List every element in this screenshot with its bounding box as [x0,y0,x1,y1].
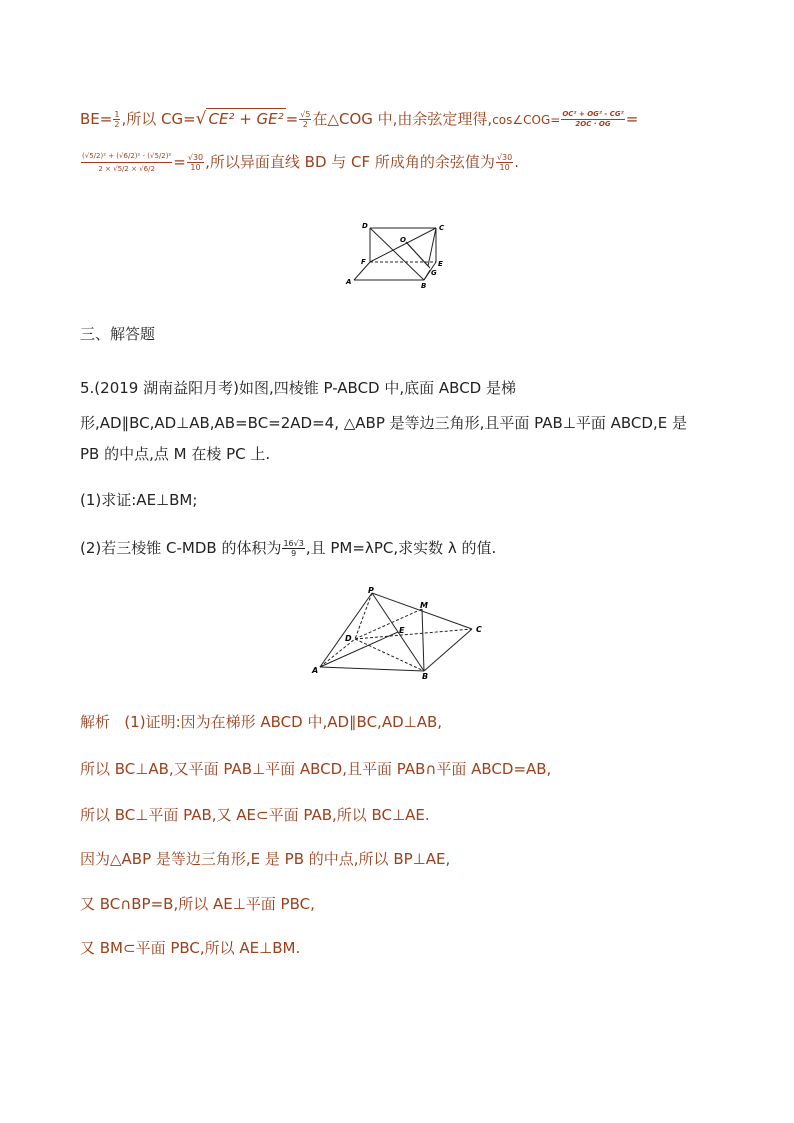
equals-sign-2: = [625,110,639,128]
fraction-be: $\frac{1}{2}$ [114,110,120,129]
text-cg: ,所以 CG= [121,110,196,128]
label-m: M [420,601,428,610]
label-b: B [421,282,427,290]
solution-line-5: 又 BC∩BP=B,所以 AE⊥平面 PBC, [80,895,315,913]
solution-line-6: 又 BM⊂平面 PBC,所以 AE⊥BM. [80,939,301,957]
edge-ab [320,667,424,671]
fraction-volume: $\frac{16√3}{9}$ [283,539,304,558]
label-e: E [399,626,405,635]
label-a: A [346,278,352,286]
problem-line-2: 形,AD∥BC,AD⊥AB,AB=BC=2AD=4, △ABP 是等边三角形,且平面 PAB⊥平面 ABCD,E 是 [80,414,687,432]
edge-pa [320,593,372,667]
fraction-cg: $\frac{√5}{2}$ [300,110,311,129]
label-b: B [422,672,429,680]
label-d: D [362,222,368,230]
part2-text-b: ,且 PM=λPC,求实数 λ 的值. [305,539,497,557]
line-mb [422,609,424,671]
fraction-result: $\frac{√30}{10}$ [187,153,204,172]
text-conclusion: ,所以异面直线 BD 与 CF 所成角的余弦值为 [205,153,495,171]
problem-line-3: PB 的中点,点 M 在棱 PC 上. [80,445,271,463]
edge-ad-dashed [320,639,355,667]
solution-text-1: (1)证明:因为在梯形 ABCD 中,AD∥BC,AD⊥AB, [124,713,443,731]
label-p: P [368,586,374,595]
solution-line-4: 因为△ABP 是等边三角形,E 是 PB 的中点,所以 BP⊥AE, [80,850,451,868]
formula-line-1: BE= $\frac{1}{2}$ ,所以 CG=√ CE² + GE² = $\frac{√5}{2}$ 在△COG 中,由余弦定理得,cos∠COG= $\frac{\text{OC² + OG² - CG²}}{2OC \cdot OG}$ = [80,109,639,129]
fraction-big: $\frac{\text{(√5/2)² + (√6/2)² - (√5/2)²}}{2 \times √5/2 \times √6/2}$ [82,152,172,173]
part2-text-a: (2)若三棱锥 C-MDB 的体积为 [80,539,282,557]
label-f: F [361,258,366,266]
equals-sign-3: = [173,153,186,171]
text-cosine-law: 在△COG 中,由余弦定理得, [312,110,493,128]
period: . [514,153,519,171]
label-a: A [312,666,319,675]
line-ce [428,228,436,266]
solution-tag: 解析 [80,713,111,731]
problem-part-1: (1)求证:AE⊥BM; [80,491,198,509]
fraction-cos: $\frac{\text{OC² + OG² - CG²}}{2OC \cdot OG}$ [562,110,624,128]
figure-prism [340,218,450,290]
solution-line-1 [80,712,442,732]
label-e: E [438,260,443,268]
figure-pyramid [310,585,490,680]
label-c: C [439,224,445,232]
solution-line-3: 所以 BC⊥平面 PAB,又 AE⊂平面 PAB,所以 BC⊥AE. [80,806,430,824]
formula-line-2 [80,150,519,175]
text-cos: cos∠COG= [492,113,561,127]
diagonal-db [370,228,424,280]
solution-line-2: 所以 BC⊥AB,又平面 PAB⊥平面 ABCD,且平面 PAB∩平面 ABCD=AB, [80,760,552,778]
line-bg [424,270,430,280]
label-d: D [345,634,352,643]
problem-line-1: 5.(2019 湖南益阳月考)如图,四棱锥 P-ABCD 中,底面 ABCD 是梯 [80,379,516,397]
label-c: C [476,625,482,634]
edge-bc [424,629,472,671]
line-cf [370,228,436,262]
sqrt-expression: CE² + GE² [208,110,284,128]
section-title: 三、解答题 [80,325,156,343]
equals-sign: = [285,110,299,128]
problem-part-2 [80,538,496,558]
text-be: BE= [80,110,113,128]
edge-dc-dashed [355,629,472,639]
label-o: O [400,236,406,244]
fraction-answer: $\frac{√30}{10}$ [496,153,513,172]
label-g: G [431,269,437,277]
